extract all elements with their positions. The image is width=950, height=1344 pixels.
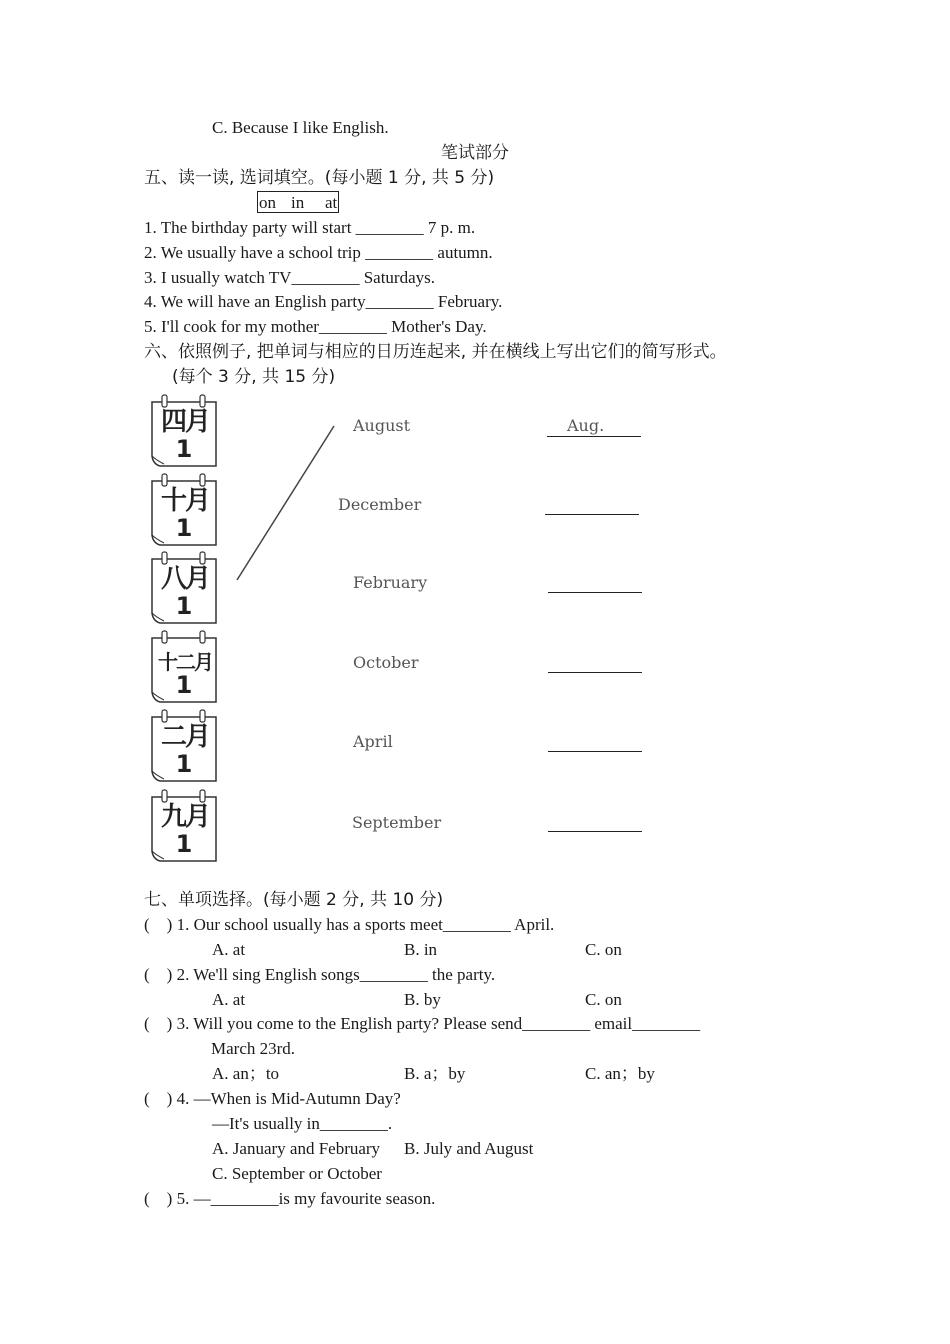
q4-option-a: A. January and February — [212, 1139, 381, 1158]
answer-line — [548, 672, 642, 673]
section5-item-2: 2. We usually have a school trip ________ autumn. — [144, 243, 493, 262]
example-connector-line — [230, 420, 340, 585]
month-word-september: September — [352, 813, 442, 832]
previous-question-option-c: C. Because I like English. — [212, 118, 389, 137]
q4-stem: ( ) 4. —When is Mid-Autumn Day? — [144, 1089, 401, 1108]
calendar-month-label: 九月 — [160, 802, 209, 832]
q3-option-c: C. an；by — [585, 1064, 655, 1083]
calendar-day-label: 1 — [175, 750, 193, 778]
calendar-day-label: 1 — [175, 514, 193, 542]
answer-line — [545, 514, 639, 515]
section5-item-4: 4. We will have an English party________ February. — [144, 292, 503, 311]
q4-option-c: C. September or October — [212, 1164, 382, 1183]
q1-option-b: B. in — [404, 940, 438, 959]
section5-item-5: 5. I'll cook for my mother________ Mother's Day. — [144, 317, 487, 336]
calendar-august — [150, 551, 218, 623]
calendar-day-label: 1 — [175, 592, 193, 620]
answer-line — [547, 436, 641, 437]
q3-stem: ( ) 3. Will you come to the English party? Please send________ email________ — [144, 1014, 701, 1033]
calendar-day-label: 1 — [175, 671, 193, 699]
month-word-february: February — [353, 573, 428, 592]
calendar-month-label: 八月 — [160, 564, 209, 594]
answer-line — [548, 751, 642, 752]
section6-heading: 六、依照例子, 把单词与相应的日历连起来, 并在横线上写出它们的简写形式。 — [144, 342, 727, 362]
example-abbreviation: Aug. — [567, 416, 605, 435]
calendar-day-label: 1 — [175, 830, 193, 858]
q2-option-c: C. on — [585, 990, 622, 1009]
month-word-august: August — [353, 416, 411, 435]
section5-heading: 五、读一读, 选词填空。(每小题 1 分, 共 5 分) — [144, 168, 495, 188]
q2-option-a: A. at — [212, 990, 246, 1009]
calendar-september — [150, 789, 218, 861]
word-bank-item: at — [325, 193, 338, 212]
calendar-october — [150, 473, 218, 545]
written-part-title: 笔试部分 — [441, 143, 509, 163]
calendar-december — [150, 630, 218, 702]
section6-subheading: (每个 3 分, 共 15 分) — [172, 367, 336, 387]
word-bank-box — [257, 191, 339, 213]
calendar-month-label: 十月 — [160, 486, 209, 516]
answer-line — [548, 831, 642, 832]
month-word-april: April — [353, 732, 393, 751]
answer-line — [548, 592, 642, 593]
calendar-month-label: 十二月 — [158, 650, 212, 674]
q1-option-a: A. at — [212, 940, 246, 959]
calendar-april — [150, 394, 218, 466]
q5-stem: ( ) 5. —________is my favourite season. — [144, 1189, 436, 1208]
calendar-month-label: 四月 — [160, 407, 209, 437]
q4-option-b: B. July and August — [404, 1139, 534, 1158]
section5-item-3: 3. I usually watch TV________ Saturdays. — [144, 268, 436, 287]
q4-stem-line2: —It's usually in________. — [212, 1114, 393, 1133]
q1-stem: ( ) 1. Our school usually has a sports meet________ April. — [144, 915, 555, 934]
calendar-february — [150, 709, 218, 781]
q3-stem-continued: March 23rd. — [211, 1039, 296, 1058]
q3-option-b: B. a；by — [404, 1064, 466, 1083]
word-bank-item: in — [291, 193, 305, 212]
section7-heading: 七、单项选择。(每小题 2 分, 共 10 分) — [144, 890, 444, 910]
word-bank-item: on — [259, 193, 276, 212]
calendar-day-label: 1 — [175, 435, 193, 463]
month-word-october: October — [353, 653, 419, 672]
q1-option-c: C. on — [585, 940, 622, 959]
section5-item-1: 1. The birthday party will start ________ 7 p. m. — [144, 218, 476, 237]
month-word-december: December — [338, 495, 422, 514]
calendar-month-label: 二月 — [160, 722, 209, 752]
q2-stem: ( ) 2. We'll sing English songs________ the party. — [144, 965, 496, 984]
q3-option-a: A. an；to — [212, 1064, 280, 1083]
q2-option-b: B. by — [404, 990, 441, 1009]
